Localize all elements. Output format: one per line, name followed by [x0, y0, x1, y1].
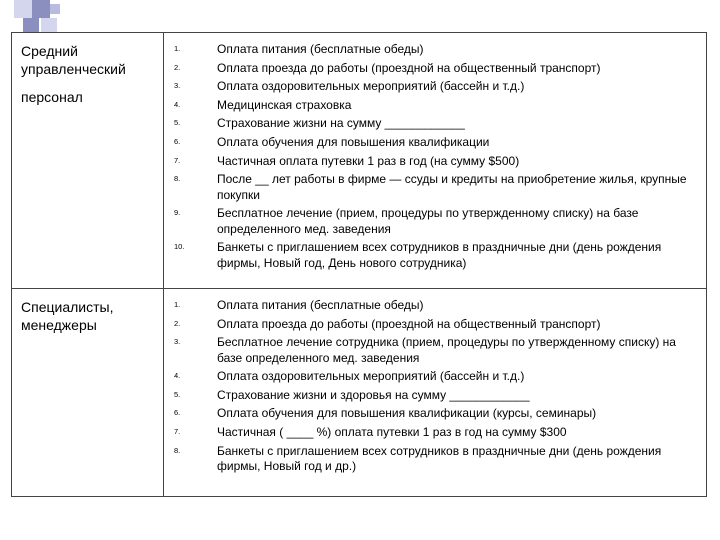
item-number: 6. [174, 408, 181, 418]
category-cell [21, 42, 156, 116]
item-number: 10. [174, 242, 185, 252]
list-item [174, 444, 699, 475]
list-item [174, 335, 699, 366]
item-number: 7. [174, 155, 181, 165]
item-number: 8. [174, 174, 181, 184]
item-number: 5. [174, 389, 181, 399]
list-item [174, 42, 699, 58]
item-text: Бесплатное лечение сотрудника (прием, процедуры по утвержденному списку) на базе определенного мед. заведения [217, 335, 676, 365]
list-item [174, 79, 699, 95]
item-text: Оплата проезда до работы (проездной на общественный транспорт) [217, 60, 601, 75]
item-text: После __ лет работы в фирме — ссуды и кредиты на приобретение жилья, крупные покупки [217, 172, 687, 202]
item-text: Страхование жизни и здоровья на сумму ____________ [217, 387, 530, 402]
item-text: Оплата обучения для повышения квалификации [217, 134, 490, 149]
item-number: 3. [174, 337, 181, 347]
item-text: Бесплатное лечение (прием, процедуры по утвержденному списку) на базе определенного мед. заведения [217, 206, 639, 236]
item-text: Оплата оздоровительных мероприятий (бассейн и т.д.) [217, 79, 525, 94]
item-text: Оплата питания (бесплатные обеды) [217, 298, 424, 312]
category-line: персонал [21, 89, 83, 105]
category-cell [21, 298, 156, 344]
deco-square [32, 0, 50, 18]
list-item [174, 425, 699, 441]
list-item [174, 388, 699, 404]
list-item [174, 135, 699, 151]
item-number: 1. [174, 44, 181, 53]
list-item [174, 98, 699, 114]
benefits-list [174, 298, 699, 478]
item-text: Оплата проезда до работы (проездной на общественный транспорт) [217, 316, 601, 331]
item-number: 2. [174, 62, 181, 72]
item-number: 6. [174, 136, 181, 146]
item-number: 9. [174, 208, 181, 218]
item-text: Медицинская страховка [217, 97, 352, 112]
item-number: 1. [174, 300, 181, 309]
benefits-list [174, 42, 699, 274]
item-text: Оплата обучения для повышения квалификации (курсы, семинары) [217, 406, 597, 421]
item-number: 4. [174, 99, 181, 109]
list-item [174, 116, 699, 132]
benefits-table [11, 32, 707, 497]
item-text: Страхование жизни на сумму ____________ [217, 116, 465, 131]
table-row [12, 33, 706, 289]
table-row [12, 289, 706, 496]
list-item [174, 298, 699, 314]
item-text: Банкеты с приглашением всех сотрудников в праздничные дни (день рождения фирмы, Новый год, День нового сотрудника) [217, 240, 662, 270]
item-number: 3. [174, 81, 181, 91]
item-text: Оплата оздоровительных мероприятий (бассейн и т.д.) [217, 369, 525, 384]
list-item [174, 240, 699, 271]
item-text: Банкеты с приглашением всех сотрудников в праздничные дни (день рождения фирмы, Новый год и др.) [217, 443, 662, 474]
deco-square [14, 0, 32, 18]
item-text: Оплата питания (бесплатные обеды) [217, 42, 424, 56]
item-number: 4. [174, 371, 181, 381]
item-number: 8. [174, 445, 181, 455]
list-item [174, 369, 699, 385]
item-number: 2. [174, 318, 181, 328]
list-item [174, 61, 699, 77]
item-text: Частичная оплата путевки 1 раз в год (на сумму $500) [217, 153, 520, 168]
list-item [174, 406, 699, 422]
item-text: Частичная ( ____ %) оплата путевки 1 раз в год на сумму $300 [217, 425, 567, 440]
list-item [174, 154, 699, 170]
category-line: Средний управленческий [21, 43, 126, 77]
item-number: 7. [174, 427, 181, 437]
deco-square [50, 4, 60, 14]
category-line: Специалисты, менеджеры [21, 299, 114, 333]
list-item [174, 206, 699, 237]
list-item [174, 317, 699, 333]
item-number: 5. [174, 118, 181, 128]
list-item [174, 172, 699, 203]
